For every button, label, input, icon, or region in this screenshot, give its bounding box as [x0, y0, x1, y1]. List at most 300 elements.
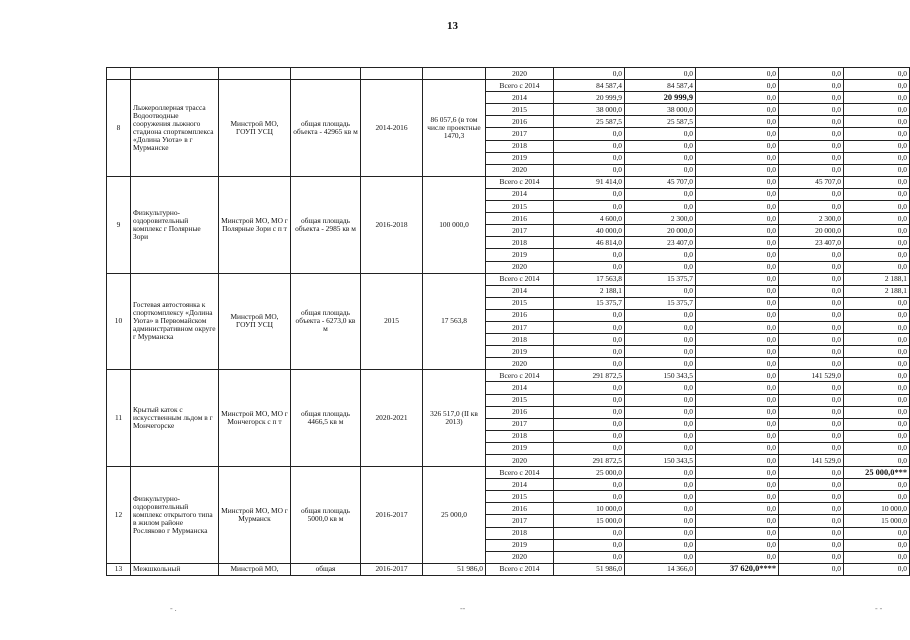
value-federal: 0,0: [696, 237, 779, 249]
value-regional: 0,0: [625, 128, 696, 140]
value-local: 0,0: [779, 261, 844, 273]
value-total: 0,0: [554, 539, 625, 551]
year-cell: 2017: [486, 321, 554, 333]
value-other: 2 188,1: [844, 273, 910, 285]
value-total: 0,0: [554, 152, 625, 164]
project-organization: Минстрой МО, ГОУП УСЦ: [219, 80, 291, 177]
value-local: 0,0: [779, 164, 844, 176]
value-local: 0,0: [779, 406, 844, 418]
value-total: 25 587,5: [554, 116, 625, 128]
value-federal: 0,0: [696, 406, 779, 418]
value-federal: 0,0: [696, 539, 779, 551]
value-federal: 0,0: [696, 297, 779, 309]
value-other: 0,0: [844, 527, 910, 539]
value-other: 25 000,0***: [844, 467, 910, 479]
value-local: 0,0: [779, 80, 844, 92]
project-capacity: общая площадь 5000,0 кв м: [291, 467, 361, 564]
year-cell: 2020: [486, 68, 554, 80]
scan-mark: - .: [170, 604, 177, 613]
value-local: 0,0: [779, 394, 844, 406]
value-regional: 23 407,0: [625, 237, 696, 249]
project-period: 2014-2016: [361, 80, 423, 177]
value-federal: 0,0: [696, 201, 779, 213]
year-cell: 2018: [486, 334, 554, 346]
year-cell: 2017: [486, 225, 554, 237]
project-number: 8: [107, 80, 131, 177]
value-federal: 0,0: [696, 68, 779, 80]
year-cell: 2017: [486, 515, 554, 527]
value-federal: 0,0: [696, 418, 779, 430]
value-federal: 0,0: [696, 515, 779, 527]
value-total: 0,0: [554, 201, 625, 213]
value-regional: 0,0: [625, 539, 696, 551]
value-other: 0,0: [844, 370, 910, 382]
value-other: 0,0: [844, 334, 910, 346]
value-other: 0,0: [844, 491, 910, 503]
value-local: 0,0: [779, 551, 844, 563]
value-regional: 0,0: [625, 249, 696, 261]
value-regional: 0,0: [625, 467, 696, 479]
value-other: 10 000,0: [844, 503, 910, 515]
year-cell: 2018: [486, 237, 554, 249]
value-federal: 37 620,0****: [696, 563, 779, 575]
value-regional: 2 300,0: [625, 213, 696, 225]
project-period: 2016-2018: [361, 176, 423, 273]
cell-cost: [423, 68, 486, 80]
value-total: 20 999,9: [554, 92, 625, 104]
project-period: 2016-2017: [361, 467, 423, 564]
year-cell: 2017: [486, 128, 554, 140]
value-local: 0,0: [779, 491, 844, 503]
page-number: 13: [447, 20, 458, 32]
value-local: 0,0: [779, 249, 844, 261]
value-federal: 0,0: [696, 551, 779, 563]
value-local: 0,0: [779, 382, 844, 394]
year-cell: Всего с 2014: [486, 176, 554, 188]
table-row: [107, 273, 910, 285]
value-total: 0,0: [554, 418, 625, 430]
project-cost: 100 000,0: [423, 176, 486, 273]
value-local: 0,0: [779, 188, 844, 200]
value-other: 0,0: [844, 430, 910, 442]
value-federal: 0,0: [696, 261, 779, 273]
project-name: Лыжероллерная трасса Водоотводные сооружения лыжного стадиона спорткомплекса «Долина Уюта» в г Мурманске: [131, 80, 219, 177]
value-regional: 0,0: [625, 201, 696, 213]
project-name: Крытый каток с искусственным льдом в г Мончегорске: [131, 370, 219, 467]
year-cell: 2015: [486, 297, 554, 309]
value-regional: 0,0: [625, 358, 696, 370]
value-local: 0,0: [779, 346, 844, 358]
cell-name: [131, 68, 219, 80]
value-total: 0,0: [554, 164, 625, 176]
year-cell: 2019: [486, 346, 554, 358]
value-regional: 84 587,4: [625, 80, 696, 92]
value-federal: 0,0: [696, 467, 779, 479]
value-regional: 0,0: [625, 321, 696, 333]
value-regional: 0,0: [625, 418, 696, 430]
project-period: 2020-2021: [361, 370, 423, 467]
value-federal: 0,0: [696, 394, 779, 406]
value-other: 0,0: [844, 188, 910, 200]
project-name: Гостевая автостоянка к спорткомплексу «Долина Уюта» в Первомайском административном округе г Мурманска: [131, 273, 219, 370]
value-local: 0,0: [779, 515, 844, 527]
value-local: 0,0: [779, 116, 844, 128]
value-total: 38 000,0: [554, 104, 625, 116]
value-local: 0,0: [779, 442, 844, 454]
value-total: 0,0: [554, 249, 625, 261]
table-body: [107, 68, 910, 576]
value-local: 0,0: [779, 503, 844, 515]
value-regional: 25 587,5: [625, 116, 696, 128]
value-total: 0,0: [554, 128, 625, 140]
value-federal: 0,0: [696, 225, 779, 237]
value-other: 0,0: [844, 297, 910, 309]
value-total: 91 414,0: [554, 176, 625, 188]
value-local: 0,0: [779, 467, 844, 479]
project-cost: 51 986,0: [423, 563, 486, 575]
value-local: 0,0: [779, 152, 844, 164]
value-local: 0,0: [779, 309, 844, 321]
value-federal: 0,0: [696, 358, 779, 370]
project-number: 9: [107, 176, 131, 273]
value-federal: 0,0: [696, 455, 779, 467]
value-other: 0,0: [844, 116, 910, 128]
value-total: 40 000,0: [554, 225, 625, 237]
value-regional: 0,0: [625, 164, 696, 176]
value-federal: 0,0: [696, 430, 779, 442]
project-cost: 25 000,0: [423, 467, 486, 564]
year-cell: 2020: [486, 358, 554, 370]
year-cell: Всего с 2014: [486, 80, 554, 92]
project-number: 13: [107, 563, 131, 575]
value-federal: 0,0: [696, 273, 779, 285]
value-total: 0,0: [554, 346, 625, 358]
value-total: 10 000,0: [554, 503, 625, 515]
value-other: 2 188,1: [844, 285, 910, 297]
value-federal: 0,0: [696, 164, 779, 176]
value-other: 0,0: [844, 176, 910, 188]
table-row: [107, 370, 910, 382]
value-regional: 14 366,0: [625, 563, 696, 575]
value-local: 0,0: [779, 92, 844, 104]
value-local: 0,0: [779, 273, 844, 285]
value-other: 0,0: [844, 394, 910, 406]
project-organization: Минстрой МО, МО г Мончегорск с п т: [219, 370, 291, 467]
year-cell: Всего с 2014: [486, 467, 554, 479]
year-cell: 2019: [486, 442, 554, 454]
year-cell: 2016: [486, 116, 554, 128]
value-other: 0,0: [844, 68, 910, 80]
value-regional: 45 707,0: [625, 176, 696, 188]
value-local: 0,0: [779, 128, 844, 140]
year-cell: 2019: [486, 539, 554, 551]
value-other: 0,0: [844, 418, 910, 430]
year-cell: 2016: [486, 213, 554, 225]
value-total: 0,0: [554, 261, 625, 273]
value-total: 0,0: [554, 358, 625, 370]
project-cost: 86 057,6 (в том числе проектные 1470,3: [423, 80, 486, 177]
project-cost: 17 563,8: [423, 273, 486, 370]
value-federal: 0,0: [696, 213, 779, 225]
value-local: 141 529,0: [779, 455, 844, 467]
value-regional: 0,0: [625, 188, 696, 200]
value-federal: 0,0: [696, 140, 779, 152]
value-regional: 0,0: [625, 551, 696, 563]
value-total: 84 587,4: [554, 80, 625, 92]
value-regional: 0,0: [625, 442, 696, 454]
value-other: 0,0: [844, 104, 910, 116]
value-total: 0,0: [554, 394, 625, 406]
value-total: 291 872,5: [554, 370, 625, 382]
value-other: 0,0: [844, 539, 910, 551]
year-cell: 2018: [486, 527, 554, 539]
value-regional: 0,0: [625, 503, 696, 515]
cell-num: [107, 68, 131, 80]
value-local: 0,0: [779, 285, 844, 297]
project-capacity: общая площадь 4466,5 кв м: [291, 370, 361, 467]
value-other: 0,0: [844, 201, 910, 213]
year-cell: 2018: [486, 430, 554, 442]
project-name: Межшкольный: [131, 563, 219, 575]
value-local: 0,0: [779, 527, 844, 539]
value-local: 0,0: [779, 201, 844, 213]
table-row: [107, 176, 910, 188]
value-regional: 0,0: [625, 479, 696, 491]
value-other: 0,0: [844, 479, 910, 491]
value-regional: 20 999,9: [625, 92, 696, 104]
year-cell: 2015: [486, 394, 554, 406]
value-total: 0,0: [554, 140, 625, 152]
value-regional: 0,0: [625, 430, 696, 442]
year-cell: 2019: [486, 249, 554, 261]
value-total: 4 600,0: [554, 213, 625, 225]
value-total: 0,0: [554, 68, 625, 80]
value-federal: 0,0: [696, 491, 779, 503]
value-other: 15 000,0: [844, 515, 910, 527]
project-number: 10: [107, 273, 131, 370]
value-regional: 38 000,0: [625, 104, 696, 116]
value-federal: 0,0: [696, 104, 779, 116]
value-total: 0,0: [554, 334, 625, 346]
project-capacity: общая: [291, 563, 361, 575]
project-capacity: общая площадь объекта - 6273,0 кв м: [291, 273, 361, 370]
project-capacity: общая площадь объекта - 42965 кв м: [291, 80, 361, 177]
value-local: 0,0: [779, 68, 844, 80]
value-regional: 0,0: [625, 285, 696, 297]
value-federal: 0,0: [696, 479, 779, 491]
value-total: 0,0: [554, 430, 625, 442]
value-regional: 0,0: [625, 152, 696, 164]
value-other: 0,0: [844, 563, 910, 575]
value-regional: 0,0: [625, 68, 696, 80]
value-regional: 0,0: [625, 382, 696, 394]
value-other: 0,0: [844, 237, 910, 249]
value-local: 45 707,0: [779, 176, 844, 188]
value-federal: 0,0: [696, 92, 779, 104]
value-local: 0,0: [779, 479, 844, 491]
value-local: 0,0: [779, 334, 844, 346]
value-federal: 0,0: [696, 503, 779, 515]
project-number: 12: [107, 467, 131, 564]
value-federal: 0,0: [696, 152, 779, 164]
year-cell: 2020: [486, 455, 554, 467]
value-federal: 0,0: [696, 188, 779, 200]
year-cell: 2014: [486, 479, 554, 491]
value-federal: 0,0: [696, 334, 779, 346]
value-federal: 0,0: [696, 116, 779, 128]
value-other: 0,0: [844, 321, 910, 333]
value-other: 0,0: [844, 213, 910, 225]
value-other: 0,0: [844, 455, 910, 467]
value-local: 0,0: [779, 418, 844, 430]
value-federal: 0,0: [696, 527, 779, 539]
value-local: 20 000,0: [779, 225, 844, 237]
value-regional: 0,0: [625, 406, 696, 418]
project-name: Физкультурно-оздоровительный комплекс открытого типа в жилом районе Росляково г Мурманска: [131, 467, 219, 564]
year-cell: Всего с 2014: [486, 563, 554, 575]
project-organization: Минстрой МО, МО г Мурманск: [219, 467, 291, 564]
project-period: 2016-2017: [361, 563, 423, 575]
project-number: 11: [107, 370, 131, 467]
value-regional: 0,0: [625, 309, 696, 321]
project-name: Физкультурно-оздоровительный комплекс г Полярные Зори: [131, 176, 219, 273]
value-regional: 0,0: [625, 346, 696, 358]
table-row: [107, 467, 910, 479]
cell-org: [219, 68, 291, 80]
value-regional: 0,0: [625, 527, 696, 539]
value-other: 0,0: [844, 358, 910, 370]
value-other: 0,0: [844, 140, 910, 152]
value-local: 0,0: [779, 358, 844, 370]
year-cell: 2018: [486, 140, 554, 152]
value-regional: 0,0: [625, 140, 696, 152]
scan-mark: - -: [875, 604, 883, 613]
value-regional: 150 343,5: [625, 370, 696, 382]
value-regional: 0,0: [625, 261, 696, 273]
year-cell: Всего с 2014: [486, 370, 554, 382]
value-local: 0,0: [779, 430, 844, 442]
value-total: 0,0: [554, 479, 625, 491]
value-local: 0,0: [779, 104, 844, 116]
value-local: 0,0: [779, 297, 844, 309]
value-regional: 15 375,7: [625, 273, 696, 285]
value-total: 0,0: [554, 527, 625, 539]
value-local: 0,0: [779, 539, 844, 551]
value-federal: 0,0: [696, 346, 779, 358]
value-other: 0,0: [844, 442, 910, 454]
program-budget-table: [106, 67, 910, 576]
project-period: 2015: [361, 273, 423, 370]
year-cell: 2014: [486, 382, 554, 394]
value-total: 0,0: [554, 309, 625, 321]
value-total: 15 375,7: [554, 297, 625, 309]
value-local: 0,0: [779, 321, 844, 333]
table-row: [107, 80, 910, 92]
value-federal: 0,0: [696, 80, 779, 92]
value-other: 0,0: [844, 309, 910, 321]
year-cell: 2015: [486, 201, 554, 213]
year-cell: 2020: [486, 261, 554, 273]
value-total: 0,0: [554, 321, 625, 333]
value-total: 46 814,0: [554, 237, 625, 249]
year-cell: 2019: [486, 152, 554, 164]
scan-mark: --: [460, 604, 466, 613]
value-federal: 0,0: [696, 442, 779, 454]
value-total: 0,0: [554, 188, 625, 200]
value-other: 0,0: [844, 80, 910, 92]
year-cell: 2015: [486, 491, 554, 503]
year-cell: 2020: [486, 164, 554, 176]
value-other: 0,0: [844, 225, 910, 237]
value-total: 0,0: [554, 442, 625, 454]
cell-capacity: [291, 68, 361, 80]
value-regional: 0,0: [625, 334, 696, 346]
value-federal: 0,0: [696, 382, 779, 394]
value-regional: 0,0: [625, 491, 696, 503]
value-total: 2 188,1: [554, 285, 625, 297]
value-total: 15 000,0: [554, 515, 625, 527]
value-total: 0,0: [554, 406, 625, 418]
value-federal: 0,0: [696, 249, 779, 261]
year-cell: 2014: [486, 188, 554, 200]
year-cell: 2014: [486, 92, 554, 104]
value-local: 23 407,0: [779, 237, 844, 249]
value-other: 0,0: [844, 406, 910, 418]
value-local: 2 300,0: [779, 213, 844, 225]
year-cell: 2016: [486, 309, 554, 321]
value-federal: 0,0: [696, 309, 779, 321]
project-organization: Минстрой МО, ГОУП УСЦ: [219, 273, 291, 370]
value-other: 0,0: [844, 249, 910, 261]
value-regional: 0,0: [625, 515, 696, 527]
year-cell: 2016: [486, 503, 554, 515]
value-total: 291 872,5: [554, 455, 625, 467]
project-organization: Минстрой МО, МО г Полярные Зори с п т: [219, 176, 291, 273]
year-cell: 2015: [486, 104, 554, 116]
year-cell: 2014: [486, 285, 554, 297]
project-capacity: общая площадь объекта - 2985 кв м: [291, 176, 361, 273]
year-cell: 2017: [486, 418, 554, 430]
value-other: 0,0: [844, 551, 910, 563]
value-federal: 0,0: [696, 128, 779, 140]
value-regional: 15 375,7: [625, 297, 696, 309]
value-other: 0,0: [844, 164, 910, 176]
value-federal: 0,0: [696, 321, 779, 333]
year-cell: 2020: [486, 551, 554, 563]
table-row: [107, 68, 910, 80]
value-other: 0,0: [844, 92, 910, 104]
value-local: 141 529,0: [779, 370, 844, 382]
year-cell: Всего с 2014: [486, 273, 554, 285]
value-total: 0,0: [554, 382, 625, 394]
value-federal: 0,0: [696, 285, 779, 297]
value-other: 0,0: [844, 261, 910, 273]
value-local: 0,0: [779, 140, 844, 152]
value-other: 0,0: [844, 382, 910, 394]
project-cost: 326 517,0 (II кв 2013): [423, 370, 486, 467]
cell-period: [361, 68, 423, 80]
value-other: 0,0: [844, 152, 910, 164]
value-total: 25 000,0: [554, 467, 625, 479]
table-row: [107, 563, 910, 575]
value-other: 0,0: [844, 128, 910, 140]
value-other: 0,0: [844, 346, 910, 358]
value-federal: 0,0: [696, 176, 779, 188]
value-federal: 0,0: [696, 370, 779, 382]
value-regional: 0,0: [625, 394, 696, 406]
value-total: 0,0: [554, 551, 625, 563]
value-local: 0,0: [779, 563, 844, 575]
